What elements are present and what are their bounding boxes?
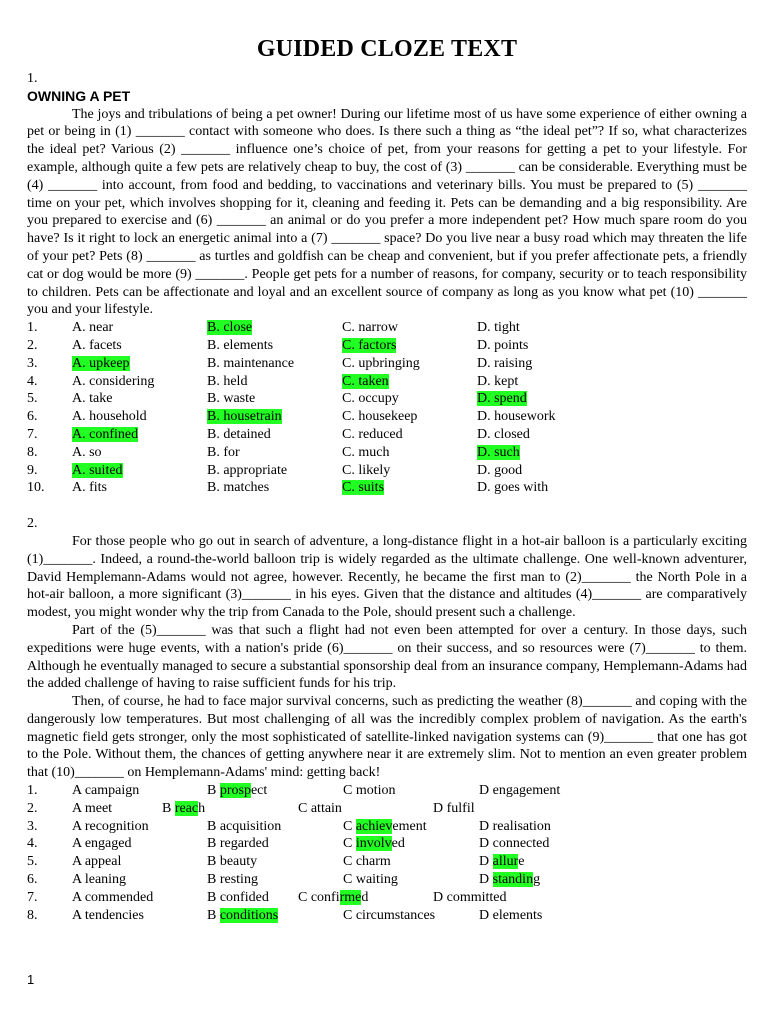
option-b bbox=[207, 889, 269, 907]
option-a bbox=[72, 408, 207, 426]
option-b bbox=[207, 337, 342, 355]
option-row bbox=[27, 408, 612, 426]
option-row bbox=[27, 390, 612, 408]
option-row bbox=[27, 782, 747, 800]
option-c-pre: C waiting bbox=[343, 872, 398, 888]
option-row bbox=[27, 800, 747, 818]
option-b-text: B. close bbox=[207, 320, 253, 336]
option-a: A recognition bbox=[72, 818, 149, 834]
option-c-hl: rme bbox=[339, 889, 362, 905]
option-c-text: C. upbringing bbox=[342, 355, 420, 371]
option-d: D engagement bbox=[479, 783, 561, 799]
option-b bbox=[207, 871, 258, 889]
option-c-pre: C bbox=[343, 818, 356, 834]
option-number-text: 7. bbox=[27, 426, 38, 442]
option-b bbox=[207, 853, 257, 871]
option-a: A engaged bbox=[72, 836, 132, 852]
option-a bbox=[72, 355, 207, 373]
option-a bbox=[72, 426, 207, 444]
option-a bbox=[72, 337, 207, 355]
option-b bbox=[207, 479, 342, 497]
exercise-1-options bbox=[27, 319, 612, 497]
option-d-text: D. goes with bbox=[477, 480, 549, 496]
option-d-text: D. good bbox=[477, 462, 523, 478]
option-d bbox=[477, 426, 612, 444]
option-row bbox=[27, 479, 612, 497]
option-c bbox=[343, 907, 435, 925]
option-d-text: D. points bbox=[477, 337, 529, 353]
option-b bbox=[207, 319, 342, 337]
option-b bbox=[162, 800, 205, 818]
option-number bbox=[27, 390, 72, 408]
exercise-1-paragraph: The joys and tribulations of being a pet owner! During our lifetime most of us have some experience of either owning a pet or being in (1) _______ contact with someone who does. Is there such a thing as “the ideal pet”? If so, what characterizes the ideal pet? Various (2) _______ influence one’s choice of pet, from your reasons for getting a pet to your lifestyle. For example, although quite a few pets are relatively cheap to buy, the cost of (3) _______ can be considerable. Everything must be (4) _______ into account, from food and bedding, to vaccinations and veterinary bills. You must be prepared to (5) _______ time on your pet, which involves shopping for it, cleaning and feeding it. Pets can be demanding and a big responsibility. Are you prepared to exercise and (6) _______ an animal or do you prefer a more independent pet? How much spare room do you have? Is it right to lock an energetic animal into a (7) _______ space? Do you live near a busy road which may threaten the life of your pet? Pets (8) _______ as turtles and goldfish can be cheap and convenient, but if you prefer affectionate pets, a friendly cat or dog would be more (9) _______. People get pets for a number of reasons, for company, security or to teach responsibility to children. Pets can be affectionate and loyal and an excellent source of company as long as you know what pet (10) _______ you and your lifestyle. bbox=[27, 106, 747, 318]
option-a: A tendencies bbox=[72, 907, 144, 923]
option-a bbox=[72, 479, 207, 497]
option-c-post: d bbox=[361, 889, 369, 905]
option-row bbox=[27, 355, 612, 373]
option-row bbox=[27, 319, 612, 337]
option-c bbox=[342, 337, 477, 355]
option-d-text: D. raising bbox=[477, 355, 533, 371]
option-b-pre: B beauty bbox=[207, 854, 258, 870]
option-b-pre: B acquisition bbox=[207, 818, 282, 834]
option-a: A leaning bbox=[72, 872, 127, 888]
option-a bbox=[72, 390, 207, 408]
option-b-hl: prosp bbox=[219, 783, 251, 799]
option-number-text: 10. bbox=[27, 480, 45, 496]
option-number-text: 5. bbox=[27, 391, 38, 407]
option-number: 3. bbox=[27, 818, 38, 834]
option-d: D fulfil bbox=[433, 800, 475, 816]
option-row bbox=[27, 426, 612, 444]
document-page bbox=[27, 34, 747, 924]
option-b bbox=[207, 426, 342, 444]
option-d bbox=[477, 319, 612, 337]
option-b-pre: B bbox=[207, 907, 220, 923]
option-b bbox=[207, 907, 278, 925]
option-d-pre: D bbox=[479, 872, 493, 888]
exercise-2-number: 2. bbox=[27, 516, 38, 532]
option-b-pre: B confided bbox=[207, 889, 269, 905]
option-b bbox=[207, 390, 342, 408]
option-d bbox=[477, 390, 612, 408]
option-c bbox=[342, 444, 477, 462]
option-c bbox=[298, 800, 342, 818]
option-c bbox=[343, 782, 396, 800]
option-c bbox=[342, 355, 477, 373]
option-d-text: D. such bbox=[477, 444, 520, 460]
option-c-pre: C bbox=[343, 836, 356, 852]
exercise-1-heading: OWNING A PET bbox=[27, 87, 131, 104]
option-d-hl: allur bbox=[492, 854, 519, 870]
option-c-text: C. occupy bbox=[342, 391, 399, 407]
option-b-text: B. matches bbox=[207, 480, 270, 496]
option-c-post: ement bbox=[392, 818, 427, 834]
option-c bbox=[343, 853, 391, 871]
option-b-pre: B bbox=[162, 800, 175, 816]
option-b-text: B. for bbox=[207, 444, 240, 460]
option-number: 4. bbox=[27, 836, 38, 852]
option-a-text: A. fits bbox=[72, 480, 107, 496]
option-c bbox=[342, 408, 477, 426]
option-number-text: 1. bbox=[27, 320, 38, 336]
option-b-text: B. held bbox=[207, 373, 248, 389]
option-number: 6. bbox=[27, 872, 38, 888]
option-b-post: ect bbox=[250, 783, 268, 799]
option-c-pre: C circumstances bbox=[343, 907, 436, 923]
option-row bbox=[27, 818, 747, 836]
option-c-text: C. much bbox=[342, 444, 390, 460]
option-number bbox=[27, 319, 72, 337]
document-title: GUIDED CLOZE TEXT bbox=[256, 36, 518, 62]
option-c bbox=[343, 818, 427, 836]
option-number bbox=[27, 355, 72, 373]
option-number: 7. bbox=[27, 889, 38, 905]
option-d bbox=[477, 408, 612, 426]
option-number-text: 3. bbox=[27, 355, 38, 371]
option-c bbox=[342, 479, 477, 497]
option-number-text: 4. bbox=[27, 373, 38, 389]
option-d-text: D. tight bbox=[477, 320, 520, 336]
option-b-pre: B bbox=[207, 783, 220, 799]
option-number bbox=[27, 444, 72, 462]
option-c-text: C. narrow bbox=[342, 320, 398, 336]
option-number bbox=[27, 408, 72, 426]
option-row bbox=[27, 373, 612, 391]
option-number-text: 9. bbox=[27, 462, 38, 478]
option-d-text: D. housework bbox=[477, 409, 556, 425]
option-b bbox=[207, 818, 281, 836]
option-c-hl: involv bbox=[355, 836, 392, 852]
option-row bbox=[27, 871, 747, 889]
option-c-text: C. housekeep bbox=[342, 409, 418, 425]
option-d bbox=[477, 462, 612, 480]
option-b bbox=[207, 408, 342, 426]
option-number: 5. bbox=[27, 854, 38, 870]
option-a bbox=[72, 319, 207, 337]
option-d-post: e bbox=[518, 854, 525, 870]
option-d-text: D. spend bbox=[477, 391, 527, 407]
option-c bbox=[342, 426, 477, 444]
option-c bbox=[342, 373, 477, 391]
option-c-pre: C motion bbox=[343, 783, 396, 799]
option-b-post: h bbox=[198, 800, 206, 816]
option-c-pre: C attain bbox=[298, 800, 342, 816]
option-d bbox=[479, 853, 525, 871]
option-c-text: C. reduced bbox=[342, 426, 403, 442]
option-b-pre: B resting bbox=[207, 872, 258, 888]
option-c bbox=[298, 889, 368, 907]
option-b-text: B. elements bbox=[207, 337, 274, 353]
option-number: 8. bbox=[27, 907, 38, 923]
option-a: A appeal bbox=[72, 854, 122, 870]
exercise-2-paragraph-3: Then, of course, he had to face major survival concerns, such as predicting the weather (8)_______ and coping with the dangerously low temperatures. But most challenging of all was the incredibly complex problem of navigation. As the earth's magnetic field gets stronger, only the most sophisticated of satellite-linked navigation systems can (9)_______ that one has got to the Pole. Without them, the chances of getting anywhere near it are extremely slim. Not to mention an even greater problem that (10)_______ on Hemplemann-Adams' mind: getting back! bbox=[27, 694, 747, 781]
option-c bbox=[343, 871, 398, 889]
option-d: D realisation bbox=[479, 818, 551, 834]
option-b bbox=[207, 444, 342, 462]
option-d-post: g bbox=[533, 872, 541, 888]
option-c-pre: C charm bbox=[343, 854, 391, 870]
option-row bbox=[27, 444, 612, 462]
option-a: A campaign bbox=[72, 783, 140, 799]
exercise-1-number: 1. bbox=[27, 71, 38, 86]
option-a-text: A. considering bbox=[72, 373, 155, 389]
option-c bbox=[342, 462, 477, 480]
option-a-text: A. near bbox=[72, 320, 114, 336]
option-b-text: B. appropriate bbox=[207, 462, 288, 478]
option-b-text: B. waste bbox=[207, 391, 256, 407]
option-c-text: C. taken bbox=[342, 373, 389, 389]
option-number: 1. bbox=[27, 783, 38, 799]
option-c bbox=[342, 319, 477, 337]
page-number: 1 bbox=[27, 972, 35, 987]
option-a bbox=[72, 444, 207, 462]
option-b-pre: B regarded bbox=[207, 836, 269, 852]
option-d-text: D. closed bbox=[477, 426, 530, 442]
option-a-text: A. household bbox=[72, 409, 147, 425]
option-c-text: C. likely bbox=[342, 462, 391, 478]
option-d: D connected bbox=[479, 836, 550, 852]
exercise-2-paragraph-2: Part of the (5)_______ was that such a flight had not even been attempted for over a century. In those days, such expeditions were huge events, with a nation's pride (6)_______ on their success, and so resources were (7)_______ to them. Although he eventually managed to secure a substantial sponsorship deal from an insurance company, Hemplemann-Adams had the added challenge of having to raise sufficient funds for his trip. bbox=[27, 622, 747, 692]
option-row bbox=[27, 889, 747, 907]
option-c bbox=[342, 390, 477, 408]
option-row bbox=[27, 835, 747, 853]
option-a-text: A. confined bbox=[72, 426, 139, 442]
option-c-post: ed bbox=[391, 836, 405, 852]
option-number bbox=[27, 426, 72, 444]
option-b-hl: reac bbox=[174, 800, 199, 816]
option-d-hl: standin bbox=[492, 872, 534, 888]
option-number bbox=[27, 479, 72, 497]
option-c-text: C. suits bbox=[342, 480, 385, 496]
option-b bbox=[207, 782, 267, 800]
option-b bbox=[207, 462, 342, 480]
option-b-text: B. housetrain bbox=[207, 409, 282, 425]
option-number-text: 6. bbox=[27, 409, 38, 425]
exercise-2-paragraph-1: For those people who go out in search of adventure, a long-distance flight in a hot-air balloon is a particularly exciting (1)_______. Indeed, a round-the-world balloon trip is widely regarded as the ultimate challenge. One well-known adventurer, David Hemplemann-Adams would not agree, however. Recently, he became the first man to (2)_______ the North Pole in a hot-air balloon, a more significant (3)_______ in his eyes. Given that the distance and altitudes (4)_______ are comparatively modest, you might wonder why the trip from Canada to the Pole, should present such a challenge. bbox=[27, 533, 747, 621]
option-a-text: A. so bbox=[72, 444, 102, 460]
option-d bbox=[477, 373, 612, 391]
option-c-text: C. factors bbox=[342, 337, 397, 353]
option-b-hl: conditions bbox=[219, 907, 279, 923]
option-d bbox=[477, 355, 612, 373]
option-number: 2. bbox=[27, 800, 38, 816]
option-number bbox=[27, 337, 72, 355]
option-d bbox=[477, 479, 612, 497]
option-a: A meet bbox=[72, 800, 113, 816]
option-b bbox=[207, 835, 269, 853]
option-d bbox=[477, 444, 612, 462]
option-c bbox=[343, 835, 405, 853]
option-c-pre: C confi bbox=[298, 889, 340, 905]
option-a: A commended bbox=[72, 889, 154, 905]
option-b bbox=[207, 373, 342, 391]
option-number-text: 8. bbox=[27, 444, 38, 460]
option-a bbox=[72, 462, 207, 480]
option-a-text: A. suited bbox=[72, 462, 123, 478]
option-row bbox=[27, 907, 747, 925]
option-b-text: B. maintenance bbox=[207, 355, 295, 371]
option-a-text: A. upkeep bbox=[72, 355, 130, 371]
option-d bbox=[477, 337, 612, 355]
option-number bbox=[27, 373, 72, 391]
option-b bbox=[207, 355, 342, 373]
option-d bbox=[479, 871, 540, 889]
option-row bbox=[27, 337, 612, 355]
option-d: D elements bbox=[479, 907, 543, 923]
exercise-2-options bbox=[27, 782, 747, 924]
option-row bbox=[27, 462, 612, 480]
option-c-hl: achiev bbox=[355, 818, 393, 834]
option-row bbox=[27, 853, 747, 871]
option-d-text: D. kept bbox=[477, 373, 519, 389]
option-a bbox=[72, 373, 207, 391]
option-d: D committed bbox=[433, 889, 507, 905]
option-number bbox=[27, 462, 72, 480]
option-a-text: A. facets bbox=[72, 337, 122, 353]
option-b-text: B. detained bbox=[207, 426, 271, 442]
option-d-pre: D bbox=[479, 854, 493, 870]
option-number-text: 2. bbox=[27, 337, 38, 353]
option-a-text: A. take bbox=[72, 391, 113, 407]
